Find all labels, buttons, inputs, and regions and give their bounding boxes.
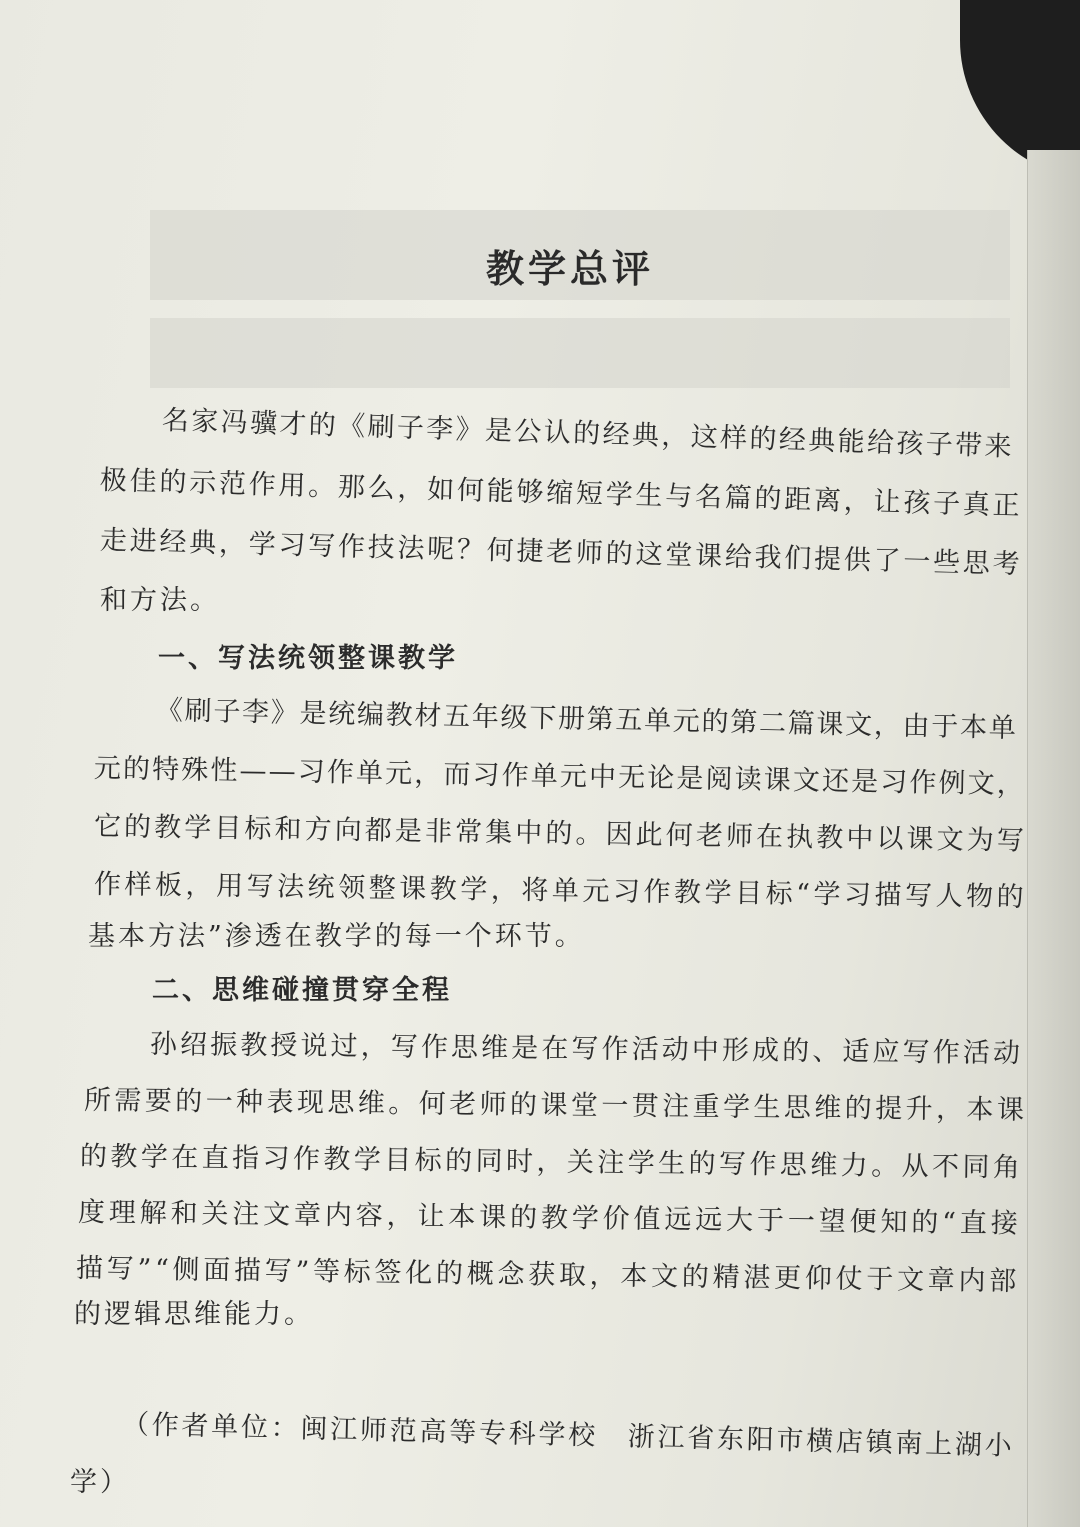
paragraph-line: 《刷子李》是统编教材五年级下册第五单元的第二篇课文，由于本单 <box>155 695 1018 745</box>
paragraph-line: 的逻辑思维能力。 <box>74 1299 314 1330</box>
paragraph-line: 孙绍振教授说过，写作思维是在写作活动中形成的、适应写作活动 <box>149 1029 1024 1070</box>
paragraph-line: 度理解和关注文章内容，让本课的教学价值远远大于一望便知的“直接 <box>77 1197 1022 1240</box>
author-affiliation-line: （作者单位：闽江师范高等专科学校 浙江省东阳市横店镇南上湖小 <box>121 1409 1015 1462</box>
section-heading: 一、写法统领整课教学 <box>158 643 458 674</box>
paragraph-line: 它的教学目标和方向都是非常集中的。因此何老师在执教中以课文为写 <box>93 811 1028 857</box>
paragraph-line: 基本方法”渗透在教学的每一个环节。 <box>88 921 585 952</box>
intro-line: 和方法。 <box>100 585 220 616</box>
paragraph-line: 的教学在直指习作教学目标的同时，关注学生的写作思维力。从不同角 <box>79 1141 1024 1184</box>
page-title: 教学总评 <box>485 247 654 291</box>
paragraph-line: 所需要的一种表现思维。何老师的课堂一贯注重学生思维的提升，本课 <box>83 1085 1028 1126</box>
author-affiliation-line: 学） <box>70 1467 130 1498</box>
intro-line: 名家冯骥才的《刷子李》是公认的经典，这样的经典能给孩子带来 <box>161 405 1015 463</box>
paragraph-line: 元的特殊性——习作单元，而习作单元中无论是阅读课文还是习作例文， <box>93 753 1027 801</box>
intro-line: 走进经典，学习写作技法呢？何捷老师的这堂课给我们提供了一些思考 <box>99 525 1023 581</box>
paragraph-line: 作样板，用写法统领整课教学，将单元习作教学目标“学习描写人物的 <box>93 869 1028 914</box>
paragraph-line: 描写”“侧面描写”等标签化的概念获取，本文的精湛更仰仗于文章内部 <box>75 1253 1021 1298</box>
intro-line: 极佳的示范作用。那么，如何能够缩短学生与名篇的距离，让孩子真正 <box>99 465 1023 522</box>
section-heading: 二、思维碰撞贯穿全程 <box>152 975 452 1006</box>
